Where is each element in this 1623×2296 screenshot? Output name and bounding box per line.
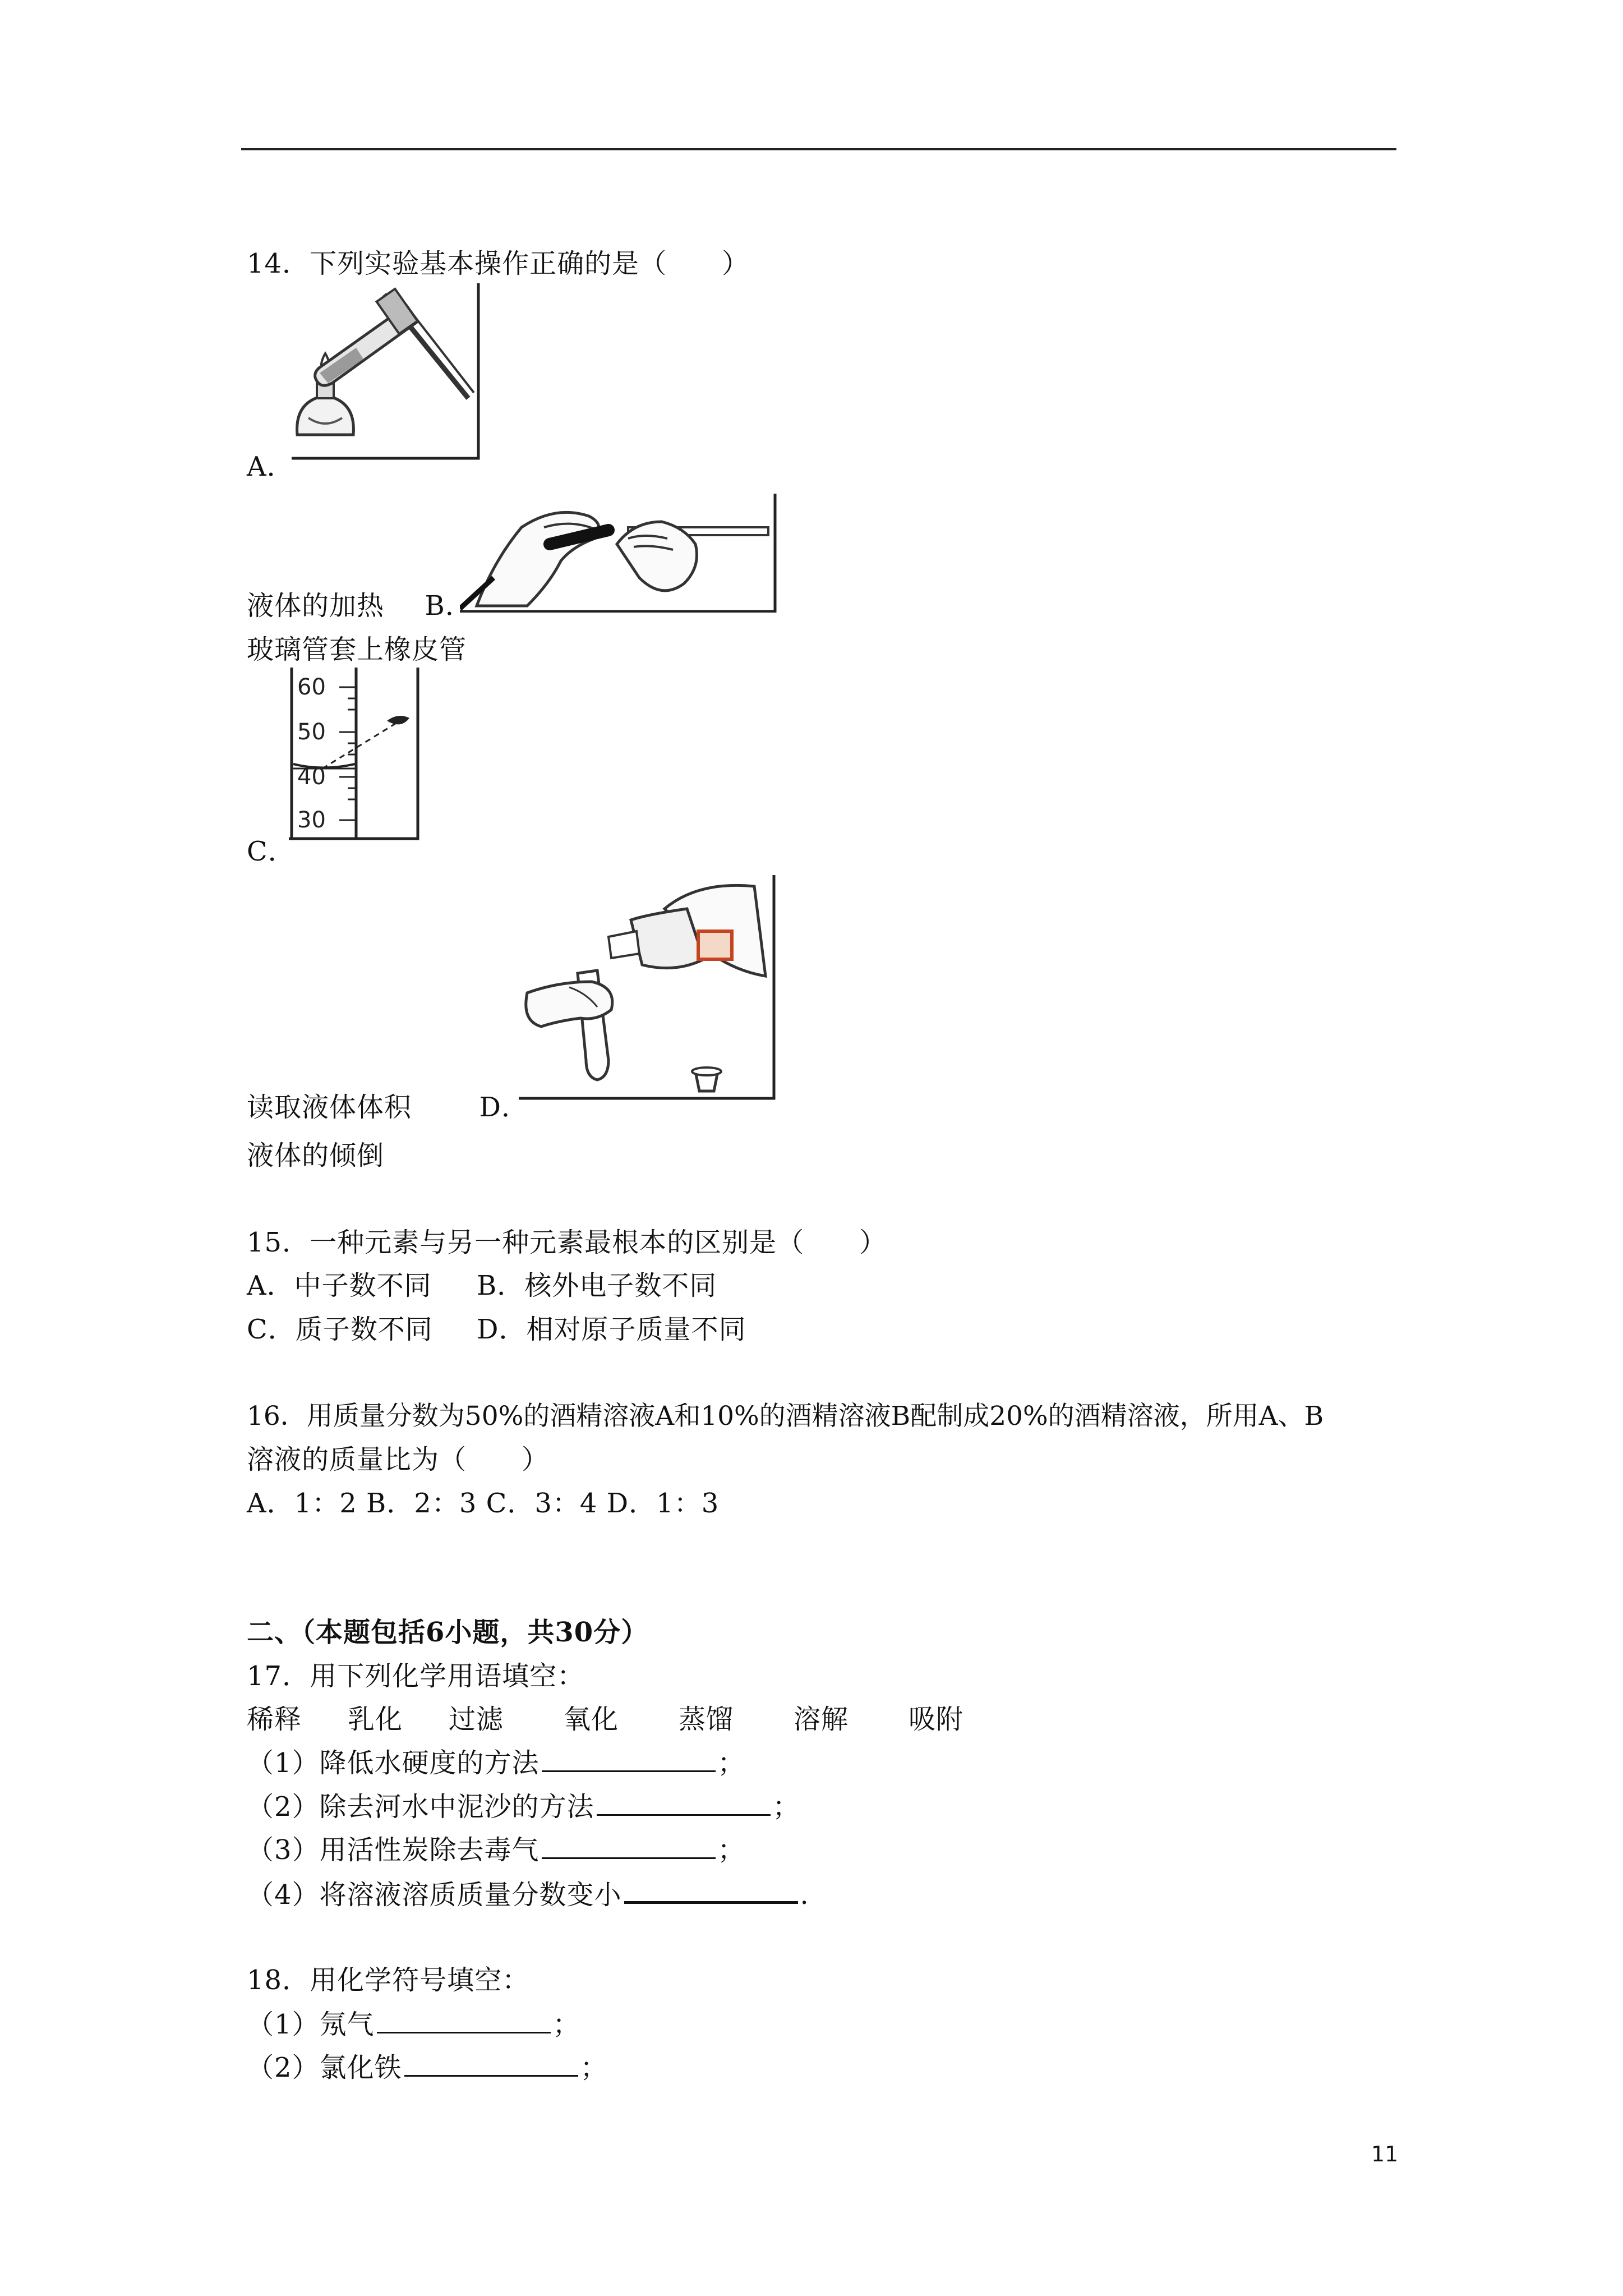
q18-item2-blank[interactable] xyxy=(404,2050,578,2077)
q17-stem: 17．用下列化学用语填空： xyxy=(247,1660,585,1692)
q15-opt-a: A．中子数不同 xyxy=(247,1270,432,1301)
q15-opt-c: C．质子数不同 xyxy=(247,1314,433,1345)
q18-item2-semi: ； xyxy=(580,2052,608,2083)
q18-item1: （1）氖气 xyxy=(247,2009,375,2040)
q15-opt-d: D．相对原子质量不同 xyxy=(477,1314,746,1345)
q17-item2-line xyxy=(247,1789,800,1824)
q17-item4-period: . xyxy=(800,1879,809,1911)
q17-item1: （1）降低水硬度的方法 xyxy=(247,1747,540,1779)
cylinder-tick-40: 40 xyxy=(297,764,326,790)
q14-stem: 14．下列实验基本操作正确的是（ ） xyxy=(247,248,750,279)
eye-icon xyxy=(387,716,409,724)
q17-item2-blank[interactable] xyxy=(597,1789,771,1816)
q18-item1-semi: ； xyxy=(552,2009,580,2040)
q17-item1-line xyxy=(247,1746,745,1780)
q17-term-1: 乳化 xyxy=(348,1704,403,1735)
q16-stem-line2: 溶液的质量比为（ ） xyxy=(247,1444,550,1475)
q17-item4-blank[interactable] xyxy=(624,1876,798,1904)
header-rule xyxy=(241,148,1396,150)
graduated-cylinder-figure xyxy=(289,668,421,841)
heating-liquid-figure xyxy=(286,283,485,460)
q17-term-0: 稀释 xyxy=(247,1704,302,1735)
q16-stem-line1: 16．用质量分数为50%的酒精溶液A和10%的酒精溶液B配制成20%的酒精溶液，所用A、B xyxy=(247,1401,1324,1432)
cylinder-tick-30: 30 xyxy=(297,807,326,833)
q18-item2-line xyxy=(247,2050,608,2085)
q17-term-3: 氧化 xyxy=(564,1704,619,1735)
q16-options: A．1：2 B．2：3 C．3：4 D．1：3 xyxy=(247,1488,720,1519)
section2-heading: 二、（本题包括6小题，共30分） xyxy=(247,1617,649,1648)
q14-ab-line xyxy=(247,589,473,623)
q18-stem: 18．用化学符号填空： xyxy=(247,1964,530,1996)
rubber-tube-figure xyxy=(460,494,777,613)
q17-item1-semi: ； xyxy=(717,1747,745,1779)
q14-a-label: A． xyxy=(247,451,294,482)
q17-term-4: 蒸馏 xyxy=(679,1704,734,1735)
q15-opt-b: B．核外电子数不同 xyxy=(477,1270,717,1301)
q17-item3-semi: ； xyxy=(717,1834,745,1866)
q14-b-label: B． xyxy=(425,590,473,622)
q17-item1-blank[interactable] xyxy=(542,1746,716,1772)
q17-item3-line xyxy=(247,1833,745,1867)
q14-c-label: C． xyxy=(247,836,296,867)
q17-term-6: 吸附 xyxy=(909,1704,964,1735)
q17-term-2: 过滤 xyxy=(449,1704,504,1735)
q18-item2: （2）氯化铁 xyxy=(247,2052,402,2083)
q17-term-5: 溶解 xyxy=(794,1704,849,1735)
q14-c-caption: 读取液体体积 xyxy=(247,1092,412,1123)
q14-d-label: D． xyxy=(479,1092,529,1123)
q18-item1-line xyxy=(247,2007,580,2041)
q14-d-caption: 液体的倾倒 xyxy=(247,1140,385,1171)
q18-item1-blank[interactable] xyxy=(377,2007,551,2033)
q17-item4: （4）将溶液溶质质量分数变小 xyxy=(247,1879,622,1911)
q14-b-caption: 玻璃管套上橡皮管 xyxy=(247,634,467,665)
q17-item2-semi: ； xyxy=(772,1791,800,1823)
cylinder-tick-60: 60 xyxy=(297,674,326,700)
page-number: 11 xyxy=(1371,2142,1399,2166)
q15-stem: 15．一种元素与另一种元素最根本的区别是（ ） xyxy=(247,1227,887,1258)
pouring-liquid-figure xyxy=(519,875,777,1101)
q17-item3: （3）用活性炭除去毒气 xyxy=(247,1834,540,1866)
q17-item2: （2）除去河水中泥沙的方法 xyxy=(247,1791,594,1823)
q17-item3-blank[interactable] xyxy=(542,1833,716,1859)
q14-a-caption: 液体的加热 xyxy=(247,590,385,622)
q14-cd-line xyxy=(247,1091,529,1124)
q17-item4-line xyxy=(247,1876,809,1912)
cylinder-tick-50: 50 xyxy=(297,719,326,745)
